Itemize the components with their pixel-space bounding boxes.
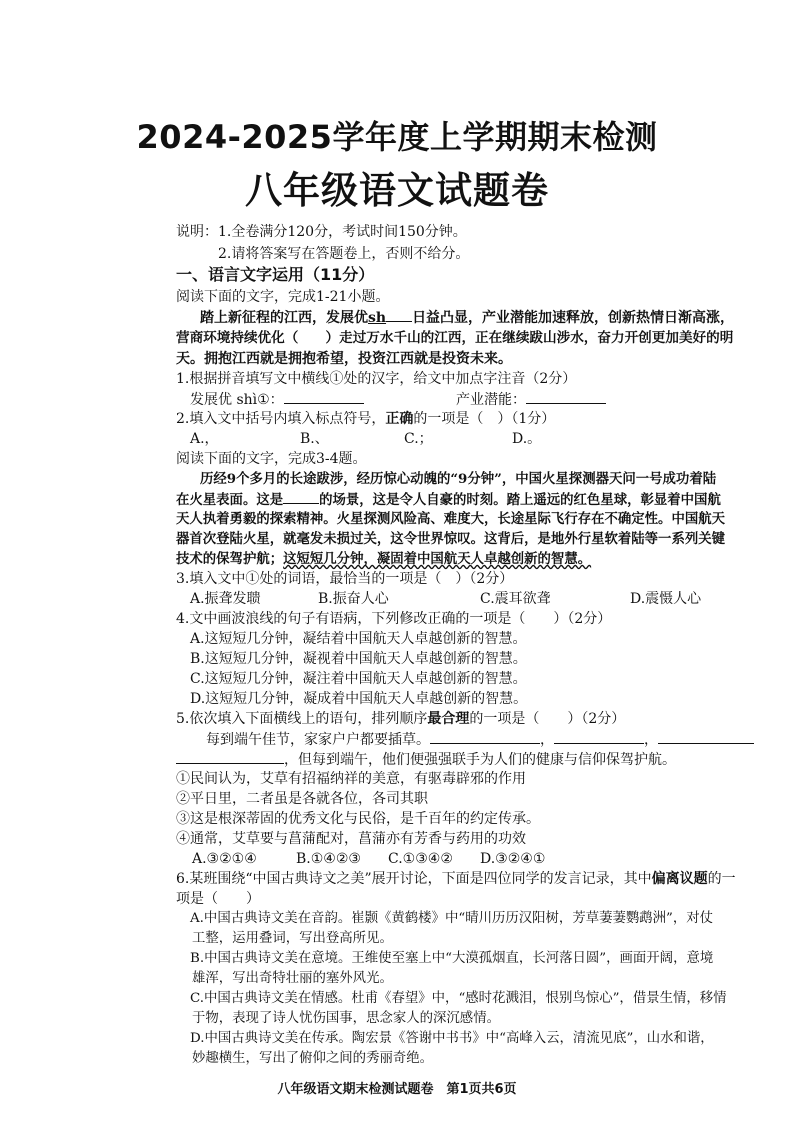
question-6-option-c-cont: 于物，表现了诗人忧伤国事，思念家人的深沉感情。 [192, 1011, 500, 1026]
exam-subtitle: 八年级语文试题卷 [245, 169, 549, 212]
question-1-stem: 1.根据拼音填写文中横线①处的汉字，给文中加点字注音（2分） [176, 371, 577, 387]
exam-title: 2024-2025学年度上学期期末检测 [136, 118, 658, 156]
question-5-item-4: ④通常，艾草要与菖蒲配对，菖蒲亦有芳香与药用的功效 [176, 831, 526, 847]
passage2-line-5: 技术的保驾护航；这短短几分钟，凝固着中国航天人卓越创新的智慧。 [176, 551, 592, 567]
passage1-line-2: 营商环境持续优化（ ）走过万水千山的江西，正在继续跋山涉水，奋力开创更加美好的明 [176, 330, 734, 346]
question-3-option-a: A.振聋发聩 [190, 591, 261, 607]
question-3-stem: 3.填入文中①处的词语，最恰当的一项是（ ）（2分） [176, 571, 514, 587]
question-5-option-a: A.③②①④ [192, 851, 257, 867]
answer-blank-2[interactable] [526, 389, 606, 404]
question-5-item-2: ②平日里，二者虽是各就各位，各司其职 [176, 791, 428, 807]
question-3-option-c: C.震耳欲聋 [480, 591, 551, 607]
question-2-option-a: A.， [190, 431, 219, 447]
section-1-title: 一、语言文字运用（11分） [176, 265, 375, 284]
wavy-sentence: 这短短几分钟，凝固着中国航天人卓越创新的智慧。 [283, 551, 592, 567]
passage1-line-3: 天。拥抱江西就是拥抱希望，投资江西就是投资未来。 [176, 351, 512, 367]
question-2-option-c: C.； [404, 431, 433, 447]
passage2-line-2: 在火星表面。这是 的场景，这是令人自豪的时刻。踏上遥远的红色星球，彰显着中国航 [176, 489, 721, 510]
passage2-line-4: 器首次登陆火星，就毫发未损过关，这令世界惊叹。这背后，是地外行星软着陆等一系列关键 [176, 531, 726, 547]
question-6-option-d: D.中国古典诗文美在传承。陶宏景《答谢中书书》中“高峰入云，清流见底”，山水和谐， [190, 1031, 714, 1046]
question-6-option-c: C.中国古典诗文美在情感。杜甫《春望》中，“感时花溅泪，恨别鸟惊心”，借景生情，移情 [190, 991, 727, 1006]
question-3-option-d: D.震慑人心 [630, 591, 702, 607]
question-5-option-b: B.①④②③ [296, 851, 361, 867]
question-6-option-b-cont: 雄浑，写出奇特壮丽的塞外风光。 [192, 971, 393, 986]
page-footer: 八年级语文期末检测试题卷 第1页共6页 [277, 1082, 517, 1097]
question-6-option-d-cont: 妙趣横生，写出了俯仰之间的秀丽奇绝。 [192, 1051, 434, 1066]
question-4-option-d: D.这短短几分钟，凝成着中国航天人卓越创新的智慧。 [190, 691, 528, 707]
section-1-intro-2: 阅读下面的文字，完成3-4题。 [176, 451, 367, 467]
question-3-option-b: B.振奋人心 [318, 591, 389, 607]
question-2-stem: 2.填入文中括号内填入标点符号，正确的一项是（ ）（1分） [176, 411, 556, 427]
instruction-line-1: 说明：1.全卷满分120分，考试时间150分钟。 [176, 224, 467, 240]
answer-blank-1[interactable] [284, 389, 364, 404]
question-6-option-b: B.中国古典诗文美在意境。王维使至塞上中“大漠孤烟直，长河落日圆”，画面开阔，意境 [190, 951, 714, 966]
question-6-stem-2: 项是（ ） [176, 891, 260, 907]
instruction-line-2: 2.请将答案写在答题卷上，否则不给分。 [218, 246, 470, 262]
question-4-option-a: A.这短短几分钟，凝结着中国航天人卓越创新的智慧。 [190, 631, 527, 647]
question-6-option-a-cont: 工整，运用叠词，写出登高所见。 [192, 931, 393, 946]
question-5-stem: 5.依次填入下面横线上的语句，排列顺序最合理的一项是（ ）（2分） [176, 711, 626, 727]
question-6-option-a: A.中国古典诗文美在音韵。崔颢《黄鹤楼》中“晴川历历汉阳树，芳草萋萋鹦鹉洲”，对仗 [190, 911, 714, 926]
question-2-option-d: D.。 [512, 431, 542, 447]
question-5-item-1: ①民间认为，艾草有招福纳祥的美意，有驱毒辟邪的作用 [176, 771, 526, 787]
question-5-passage-2: ，但每到端午，他们便强强联手为人们的健康与信仰保驾护航。 [176, 749, 676, 770]
section-1-intro: 阅读下面的文字，完成1-21小题。 [176, 289, 390, 305]
question-5-option-c: C.①③④② [388, 851, 453, 867]
question-5-item-3: ③这是根深蒂固的优秀文化与民俗，是千百年的约定传承。 [176, 811, 540, 827]
question-2-option-b: B.、 [300, 431, 329, 447]
question-1-a: 发展优 shì①： [190, 389, 364, 410]
question-1-b: 产业潜能： [456, 389, 606, 410]
question-5-passage-1: 每到端午佳节，家家户户都要插草。 ， ， [206, 729, 754, 750]
passage1-line-1: 踏上新征程的江西，发展优sh 日益凸显，产业潜能加速释放，创新热情日渐高涨， [200, 307, 734, 328]
passage2-line-3: 天人执着勇毅的探索精神。火星探测风险高、难度大，长途星际飞行存在不确定性。中国航天 [176, 511, 726, 527]
passage2-line-1: 历经9个多月的长途跋涉，经历惊心动魄的“9分钟”，中国火星探测器天问一号成功着陆 [200, 471, 717, 487]
question-4-option-b: B.这短短几分钟，凝视着中国航天人卓越创新的智慧。 [190, 651, 527, 667]
question-6-stem: 6.某班围绕“中国古典诗文之美”展开讨论，下面是四位同学的发言记录，其中偏离议题的一 [176, 871, 736, 887]
question-4-option-c: C.这短短几分钟，凝注着中国航天人卓越创新的智慧。 [190, 671, 527, 687]
question-5-option-d: D.③②④① [480, 851, 546, 867]
question-4-stem: 4.文中画波浪线的句子有语病，下列修改正确的一项是（ ）（2分） [176, 611, 612, 627]
